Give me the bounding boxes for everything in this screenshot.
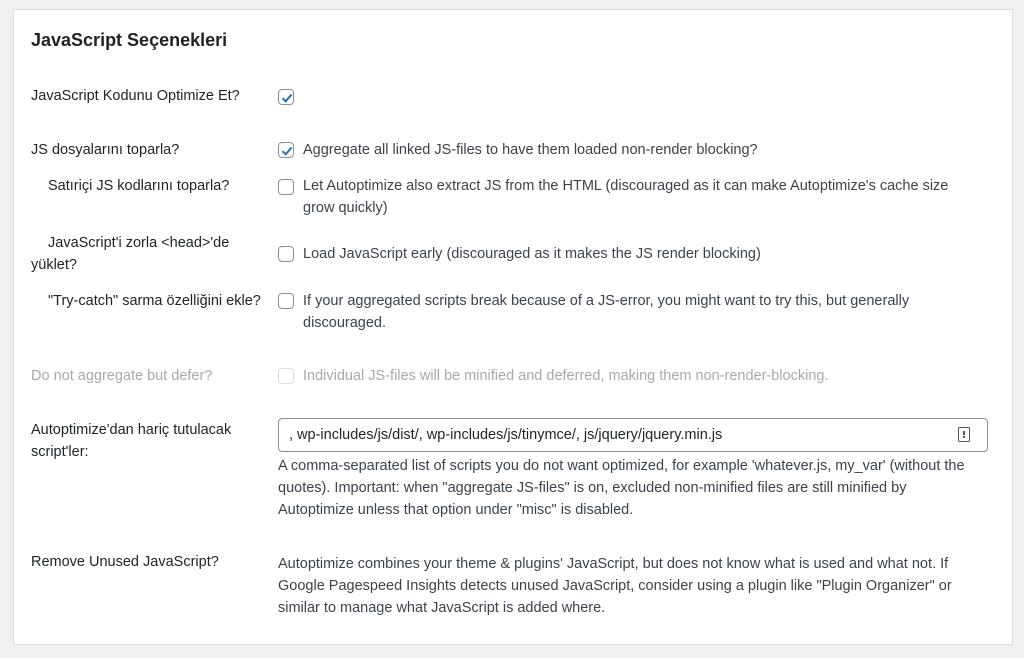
inline-js-checkbox[interactable] xyxy=(278,179,294,195)
force-head-label: JavaScript'i zorla <head>'de yüklet? xyxy=(31,235,230,273)
password-manager-icon[interactable] xyxy=(958,427,970,442)
defer-checkbox xyxy=(278,368,294,384)
defer-label: Do not aggregate but defer? xyxy=(31,368,213,384)
try-catch-description: If your aggregated scripts break because of a JS-error, you might want to try this, but generally discouraged. xyxy=(303,293,910,331)
checkmark-icon xyxy=(279,143,295,159)
exclude-scripts-description: A comma-separated list of scripts you do not want optimized, for example 'whatever.js, my_var' (without the quotes). Important: when "aggregate JS-files" is on, excluded non-minified files are still minified by Autoptimize unless that option under "misc" is disabled. xyxy=(278,458,965,518)
section-title: JavaScript Seçenekleri xyxy=(31,30,228,50)
optimize-js-checkbox[interactable] xyxy=(278,89,294,105)
optimize-js-label: JavaScript Kodunu Optimize Et? xyxy=(31,88,240,104)
aggregate-js-checkbox[interactable] xyxy=(278,142,294,158)
force-head-description: Load JavaScript early (discouraged as it makes the JS render blocking) xyxy=(303,246,761,262)
try-catch-label: "Try-catch" sarma özelliğini ekle? xyxy=(48,293,261,309)
inline-js-label: Satıriçi JS kodlarını toparla? xyxy=(48,178,230,194)
exclude-scripts-input[interactable] xyxy=(278,418,988,452)
checkmark-icon xyxy=(279,90,295,106)
aggregate-js-label: JS dosyalarını toparla? xyxy=(31,142,180,158)
inline-js-description: Let Autoptimize also extract JS from the HTML (discouraged as it can make Autoptimize's cache size grow quickly) xyxy=(303,178,949,216)
exclude-scripts-label: Autoptimize'dan hariç tutulacak script'ler: xyxy=(31,422,232,460)
aggregate-js-description: Aggregate all linked JS-files to have them loaded non-render blocking? xyxy=(303,142,758,158)
settings-panel xyxy=(13,9,1013,645)
try-catch-checkbox[interactable] xyxy=(278,293,294,309)
remove-unused-description: Autoptimize combines your theme & plugins' JavaScript, but does not know what is used and what not. If Google Pagespeed Insights detects unused JavaScript, consider using a plugin like "Plugin Organizer" or similar to manage what JavaScript is added where. xyxy=(278,556,952,616)
defer-description: Individual JS-files will be minified and deferred, making them non-render-blocking. xyxy=(303,368,829,384)
remove-unused-label: Remove Unused JavaScript? xyxy=(31,554,219,570)
force-head-checkbox[interactable] xyxy=(278,246,294,262)
